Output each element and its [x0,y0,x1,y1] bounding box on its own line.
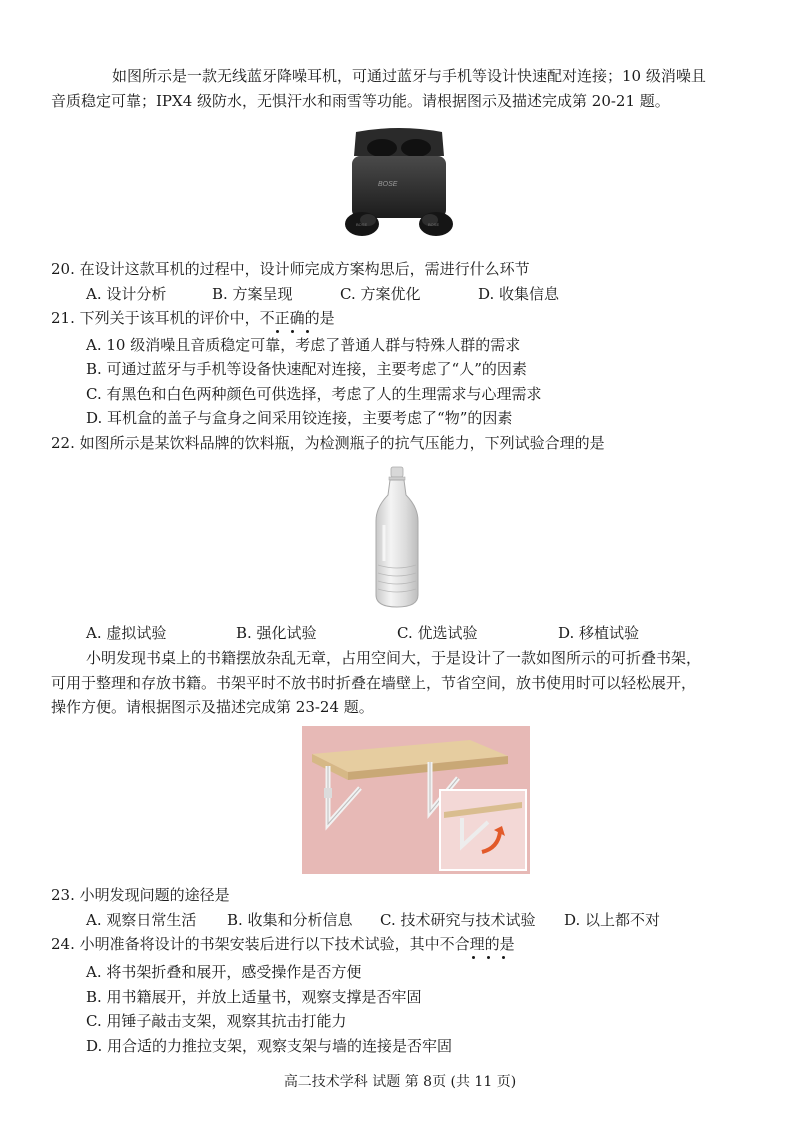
q20-option-b: B. 方案呈现 [212,285,293,303]
emphasis-dot [472,956,475,959]
q23-stem: 23. 小明发现问题的途径是 [51,886,230,904]
q22-option-b: B. 强化试验 [236,624,317,642]
folding-shelf-image [302,726,530,874]
emphasis-dot [276,330,279,333]
q21-option-c: C. 有黑色和白色两种颜色可供选择，考虑了人的生理需求与心理需求 [86,385,542,403]
q22-option-d: D. 移植试验 [558,624,640,642]
q22-options [86,623,706,643]
emphasis-dot [306,330,309,333]
q22-option-c: C. 优选试验 [397,624,478,642]
q23-option-b: B. 收集和分析信息 [227,911,353,929]
q20-option-c: C. 方案优化 [340,285,421,303]
q20-options [86,284,706,304]
q20-option-d: D. 收集信息 [478,285,560,303]
q24-option-a: A. 将书架折叠和展开，感受操作是否方便 [86,963,362,981]
q24-option-d: D. 用合适的力推拉支架，观察支架与墙的连接是否牢固 [86,1037,453,1055]
q23-option-c: C. 技术研究与技术试验 [380,911,536,929]
q21-option-b: B. 可通过蓝牙与手机等设备快速配对连接，主要考虑了“人”的因素 [86,360,527,378]
intro2-line2: 可用于整理和存放书籍。书架平时不放书时折叠在墙壁上，节省空间，放书使用时可以轻松展开， [51,674,697,692]
q22-option-a: A. 虚拟试验 [86,624,167,642]
bottle-image [370,465,424,611]
earbuds-case-image [338,126,460,244]
q24-stem: 24. 小明准备将设计的书架安装后进行以下技术试验，其中不合理的是 [51,935,515,953]
q23-option-d: D. 以上都不对 [564,911,661,929]
q23-option-a: A. 观察日常生活 [86,911,197,929]
case-logo: BOSE [378,181,398,188]
intro2-line3: 操作方便。请根据图示及描述完成第 23-24 题。 [51,698,374,716]
q24-option-b: B. 用书籍展开，并放上适量书，观察支撑是否牢固 [86,988,422,1006]
q22-stem: 22. 如图所示是某饮料品牌的饮料瓶，为检测瓶子的抗气压能力，下列试验合理的是 [51,434,605,452]
svg-text:BOSE: BOSE [356,222,368,227]
intro1-line2: 音质稳定可靠；IPX4 级防水，无惧汗水和雨雪等功能。请根据图示及描述完成第 20-21 题。 [51,92,670,110]
q21-option-d: D. 耳机盒的盖子与盒身之间采用铰连接，主要考虑了“物”的因素 [86,409,513,427]
page-footer: 高二技术学科 试题 第 8页 (共 11 页) [283,1074,517,1090]
q20-option-a: A. 设计分析 [86,285,167,303]
emphasis-dot [487,956,490,959]
q21-option-a: A. 10 级消噪且音质稳定可靠，考虑了普通人群与特殊人群的需求 [86,336,521,354]
q24-option-c: C. 用锤子敲击支架，观察其抗击打能力 [86,1012,347,1030]
emphasis-dot [291,330,294,333]
q21-stem: 21. 下列关于该耳机的评价中，不正确的是 [51,309,335,327]
intro2-line1: 小明发现书桌上的书籍摆放杂乱无章，占用空间大，于是设计了一款如图所示的可折叠书架， [86,649,702,667]
emphasis-dot [502,956,505,959]
svg-text:BOSE: BOSE [428,222,440,227]
q23-options [86,910,706,930]
q20-stem: 20. 在设计这款耳机的过程中，设计师完成方案构思后，需进行什么环节 [51,260,530,278]
intro1-line1: 如图所示是一款无线蓝牙降噪耳机，可通过蓝牙与手机等设计快速配对连接；10 级消噪且 [112,67,706,85]
